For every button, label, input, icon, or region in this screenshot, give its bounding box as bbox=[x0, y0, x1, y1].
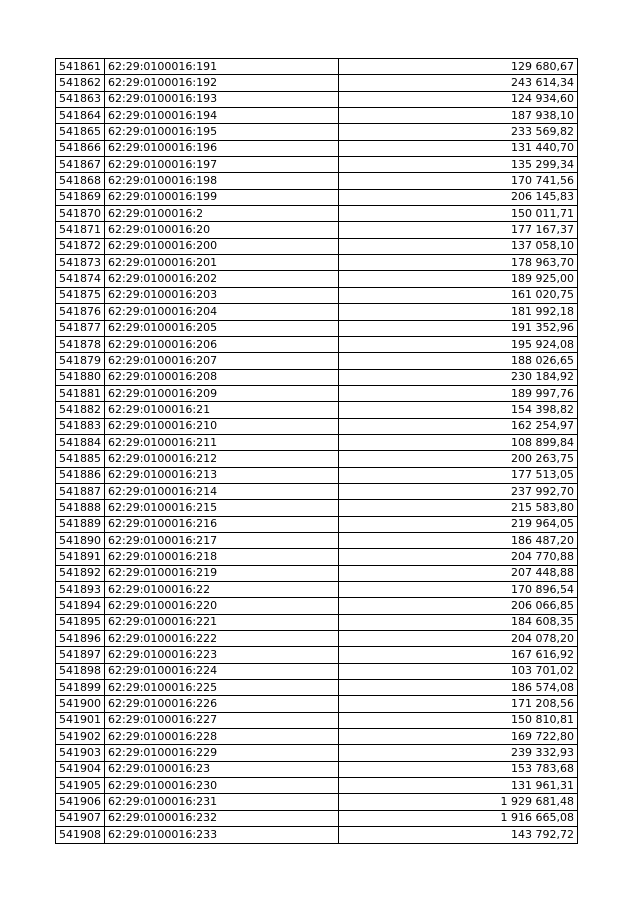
table-row bbox=[56, 745, 578, 761]
cadastral-number-cell: 62:29:0100016:218 bbox=[105, 549, 339, 565]
value-cell: 206 066,85 bbox=[339, 598, 578, 614]
cadastral-number-cell: 62:29:0100016:205 bbox=[105, 320, 339, 336]
cadastral-number-cell: 62:29:0100016:225 bbox=[105, 680, 339, 696]
value-cell: 181 992,18 bbox=[339, 304, 578, 320]
cadastral-number-cell: 62:29:0100016:226 bbox=[105, 696, 339, 712]
table-row bbox=[56, 385, 578, 401]
cadastral-number-cell: 62:29:0100016:224 bbox=[105, 663, 339, 679]
table-row bbox=[56, 108, 578, 124]
table-row bbox=[56, 647, 578, 663]
value-cell: 204 078,20 bbox=[339, 631, 578, 647]
value-cell: 170 896,54 bbox=[339, 582, 578, 598]
cadastral-number-cell: 62:29:0100016:221 bbox=[105, 614, 339, 630]
cadastral-number-cell: 62:29:0100016:20 bbox=[105, 222, 339, 238]
table-row bbox=[56, 631, 578, 647]
table-row bbox=[56, 353, 578, 369]
table-row bbox=[56, 222, 578, 238]
row-id-cell: 541882 bbox=[56, 402, 105, 418]
value-cell: 188 026,65 bbox=[339, 353, 578, 369]
cadastral-number-cell: 62:29:0100016:222 bbox=[105, 631, 339, 647]
row-id-cell: 541866 bbox=[56, 140, 105, 156]
table-row bbox=[56, 467, 578, 483]
table-row bbox=[56, 336, 578, 352]
row-id-cell: 541902 bbox=[56, 729, 105, 745]
value-cell: 207 448,88 bbox=[339, 565, 578, 581]
row-id-cell: 541867 bbox=[56, 157, 105, 173]
row-id-cell: 541883 bbox=[56, 418, 105, 434]
value-cell: 206 145,83 bbox=[339, 189, 578, 205]
table-row bbox=[56, 483, 578, 499]
registry-table-body bbox=[56, 59, 578, 844]
value-cell: 162 254,97 bbox=[339, 418, 578, 434]
table-row bbox=[56, 434, 578, 450]
cadastral-number-cell: 62:29:0100016:22 bbox=[105, 582, 339, 598]
value-cell: 1 916 665,08 bbox=[339, 810, 578, 826]
row-id-cell: 541885 bbox=[56, 451, 105, 467]
row-id-cell: 541876 bbox=[56, 304, 105, 320]
value-cell: 161 020,75 bbox=[339, 287, 578, 303]
cadastral-number-cell: 62:29:0100016:199 bbox=[105, 189, 339, 205]
row-id-cell: 541869 bbox=[56, 189, 105, 205]
table-row bbox=[56, 598, 578, 614]
row-id-cell: 541861 bbox=[56, 59, 105, 75]
cadastral-number-cell: 62:29:0100016:219 bbox=[105, 565, 339, 581]
row-id-cell: 541889 bbox=[56, 516, 105, 532]
row-id-cell: 541906 bbox=[56, 794, 105, 810]
table-row bbox=[56, 810, 578, 826]
value-cell: 187 938,10 bbox=[339, 108, 578, 124]
registry-table bbox=[55, 58, 578, 844]
cadastral-number-cell: 62:29:0100016:204 bbox=[105, 304, 339, 320]
row-id-cell: 541888 bbox=[56, 500, 105, 516]
row-id-cell: 541862 bbox=[56, 75, 105, 91]
row-id-cell: 541890 bbox=[56, 532, 105, 548]
table-row bbox=[56, 680, 578, 696]
table-row bbox=[56, 189, 578, 205]
cadastral-number-cell: 62:29:0100016:232 bbox=[105, 810, 339, 826]
value-cell: 153 783,68 bbox=[339, 761, 578, 777]
table-row bbox=[56, 696, 578, 712]
row-id-cell: 541881 bbox=[56, 385, 105, 401]
value-cell: 129 680,67 bbox=[339, 59, 578, 75]
table-row bbox=[56, 206, 578, 222]
value-cell: 189 997,76 bbox=[339, 385, 578, 401]
cadastral-number-cell: 62:29:0100016:209 bbox=[105, 385, 339, 401]
value-cell: 191 352,96 bbox=[339, 320, 578, 336]
value-cell: 150 011,71 bbox=[339, 206, 578, 222]
cadastral-number-cell: 62:29:0100016:220 bbox=[105, 598, 339, 614]
cadastral-number-cell: 62:29:0100016:227 bbox=[105, 712, 339, 728]
cadastral-number-cell: 62:29:0100016:23 bbox=[105, 761, 339, 777]
value-cell: 154 398,82 bbox=[339, 402, 578, 418]
cadastral-number-cell: 62:29:0100016:2 bbox=[105, 206, 339, 222]
row-id-cell: 541870 bbox=[56, 206, 105, 222]
value-cell: 184 608,35 bbox=[339, 614, 578, 630]
value-cell: 143 792,72 bbox=[339, 827, 578, 843]
cadastral-number-cell: 62:29:0100016:211 bbox=[105, 434, 339, 450]
row-id-cell: 541864 bbox=[56, 108, 105, 124]
row-id-cell: 541879 bbox=[56, 353, 105, 369]
table-row bbox=[56, 402, 578, 418]
table-row bbox=[56, 320, 578, 336]
cadastral-number-cell: 62:29:0100016:196 bbox=[105, 140, 339, 156]
table-row bbox=[56, 238, 578, 254]
value-cell: 124 934,60 bbox=[339, 91, 578, 107]
value-cell: 178 963,70 bbox=[339, 255, 578, 271]
row-id-cell: 541899 bbox=[56, 680, 105, 696]
table-row bbox=[56, 75, 578, 91]
row-id-cell: 541868 bbox=[56, 173, 105, 189]
table-row bbox=[56, 516, 578, 532]
cadastral-number-cell: 62:29:0100016:214 bbox=[105, 483, 339, 499]
row-id-cell: 541895 bbox=[56, 614, 105, 630]
value-cell: 167 616,92 bbox=[339, 647, 578, 663]
value-cell: 195 924,08 bbox=[339, 336, 578, 352]
cadastral-number-cell: 62:29:0100016:200 bbox=[105, 238, 339, 254]
value-cell: 131 440,70 bbox=[339, 140, 578, 156]
value-cell: 219 964,05 bbox=[339, 516, 578, 532]
cadastral-number-cell: 62:29:0100016:212 bbox=[105, 451, 339, 467]
value-cell: 103 701,02 bbox=[339, 663, 578, 679]
table-row bbox=[56, 761, 578, 777]
table-row bbox=[56, 582, 578, 598]
table-row bbox=[56, 778, 578, 794]
row-id-cell: 541900 bbox=[56, 696, 105, 712]
cadastral-number-cell: 62:29:0100016:215 bbox=[105, 500, 339, 516]
value-cell: 170 741,56 bbox=[339, 173, 578, 189]
cadastral-number-cell: 62:29:0100016:228 bbox=[105, 729, 339, 745]
row-id-cell: 541903 bbox=[56, 745, 105, 761]
table-row bbox=[56, 124, 578, 140]
row-id-cell: 541863 bbox=[56, 91, 105, 107]
value-cell: 131 961,31 bbox=[339, 778, 578, 794]
cadastral-number-cell: 62:29:0100016:207 bbox=[105, 353, 339, 369]
row-id-cell: 541908 bbox=[56, 827, 105, 843]
table-row bbox=[56, 827, 578, 843]
table-row bbox=[56, 59, 578, 75]
value-cell: 186 487,20 bbox=[339, 532, 578, 548]
value-cell: 1 929 681,48 bbox=[339, 794, 578, 810]
cadastral-number-cell: 62:29:0100016:192 bbox=[105, 75, 339, 91]
row-id-cell: 541875 bbox=[56, 287, 105, 303]
row-id-cell: 541901 bbox=[56, 712, 105, 728]
cadastral-number-cell: 62:29:0100016:198 bbox=[105, 173, 339, 189]
value-cell: 230 184,92 bbox=[339, 369, 578, 385]
table-row bbox=[56, 712, 578, 728]
cadastral-number-cell: 62:29:0100016:195 bbox=[105, 124, 339, 140]
value-cell: 239 332,93 bbox=[339, 745, 578, 761]
row-id-cell: 541865 bbox=[56, 124, 105, 140]
cadastral-number-cell: 62:29:0100016:210 bbox=[105, 418, 339, 434]
row-id-cell: 541880 bbox=[56, 369, 105, 385]
cadastral-number-cell: 62:29:0100016:191 bbox=[105, 59, 339, 75]
table-row bbox=[56, 418, 578, 434]
row-id-cell: 541892 bbox=[56, 565, 105, 581]
cadastral-number-cell: 62:29:0100016:194 bbox=[105, 108, 339, 124]
row-id-cell: 541877 bbox=[56, 320, 105, 336]
row-id-cell: 541886 bbox=[56, 467, 105, 483]
table-row bbox=[56, 729, 578, 745]
row-id-cell: 541891 bbox=[56, 549, 105, 565]
row-id-cell: 541874 bbox=[56, 271, 105, 287]
value-cell: 169 722,80 bbox=[339, 729, 578, 745]
row-id-cell: 541896 bbox=[56, 631, 105, 647]
table-row bbox=[56, 451, 578, 467]
table-row bbox=[56, 565, 578, 581]
cadastral-number-cell: 62:29:0100016:217 bbox=[105, 532, 339, 548]
cadastral-number-cell: 62:29:0100016:202 bbox=[105, 271, 339, 287]
row-id-cell: 541887 bbox=[56, 483, 105, 499]
table-row bbox=[56, 794, 578, 810]
value-cell: 233 569,82 bbox=[339, 124, 578, 140]
value-cell: 200 263,75 bbox=[339, 451, 578, 467]
cadastral-number-cell: 62:29:0100016:197 bbox=[105, 157, 339, 173]
row-id-cell: 541872 bbox=[56, 238, 105, 254]
row-id-cell: 541898 bbox=[56, 663, 105, 679]
table-row bbox=[56, 255, 578, 271]
value-cell: 237 992,70 bbox=[339, 483, 578, 499]
cadastral-number-cell: 62:29:0100016:208 bbox=[105, 369, 339, 385]
row-id-cell: 541871 bbox=[56, 222, 105, 238]
value-cell: 171 208,56 bbox=[339, 696, 578, 712]
cadastral-number-cell: 62:29:0100016:21 bbox=[105, 402, 339, 418]
row-id-cell: 541884 bbox=[56, 434, 105, 450]
table-row bbox=[56, 157, 578, 173]
cadastral-number-cell: 62:29:0100016:213 bbox=[105, 467, 339, 483]
table-row bbox=[56, 614, 578, 630]
row-id-cell: 541907 bbox=[56, 810, 105, 826]
value-cell: 243 614,34 bbox=[339, 75, 578, 91]
value-cell: 177 167,37 bbox=[339, 222, 578, 238]
value-cell: 186 574,08 bbox=[339, 680, 578, 696]
value-cell: 177 513,05 bbox=[339, 467, 578, 483]
cadastral-number-cell: 62:29:0100016:216 bbox=[105, 516, 339, 532]
table-row bbox=[56, 304, 578, 320]
row-id-cell: 541873 bbox=[56, 255, 105, 271]
table-row bbox=[56, 500, 578, 516]
value-cell: 189 925,00 bbox=[339, 271, 578, 287]
value-cell: 204 770,88 bbox=[339, 549, 578, 565]
cadastral-number-cell: 62:29:0100016:231 bbox=[105, 794, 339, 810]
cadastral-number-cell: 62:29:0100016:233 bbox=[105, 827, 339, 843]
row-id-cell: 541894 bbox=[56, 598, 105, 614]
table-row bbox=[56, 271, 578, 287]
cadastral-number-cell: 62:29:0100016:230 bbox=[105, 778, 339, 794]
row-id-cell: 541897 bbox=[56, 647, 105, 663]
value-cell: 150 810,81 bbox=[339, 712, 578, 728]
table-row bbox=[56, 532, 578, 548]
cadastral-number-cell: 62:29:0100016:203 bbox=[105, 287, 339, 303]
table-row bbox=[56, 663, 578, 679]
table-row bbox=[56, 369, 578, 385]
cadastral-number-cell: 62:29:0100016:193 bbox=[105, 91, 339, 107]
row-id-cell: 541904 bbox=[56, 761, 105, 777]
row-id-cell: 541905 bbox=[56, 778, 105, 794]
value-cell: 215 583,80 bbox=[339, 500, 578, 516]
table-row bbox=[56, 173, 578, 189]
table-row bbox=[56, 140, 578, 156]
cadastral-number-cell: 62:29:0100016:201 bbox=[105, 255, 339, 271]
value-cell: 108 899,84 bbox=[339, 434, 578, 450]
row-id-cell: 541878 bbox=[56, 336, 105, 352]
table-row bbox=[56, 287, 578, 303]
table-row bbox=[56, 549, 578, 565]
cadastral-number-cell: 62:29:0100016:206 bbox=[105, 336, 339, 352]
cadastral-number-cell: 62:29:0100016:223 bbox=[105, 647, 339, 663]
value-cell: 135 299,34 bbox=[339, 157, 578, 173]
value-cell: 137 058,10 bbox=[339, 238, 578, 254]
table-row bbox=[56, 91, 578, 107]
cadastral-number-cell: 62:29:0100016:229 bbox=[105, 745, 339, 761]
row-id-cell: 541893 bbox=[56, 582, 105, 598]
